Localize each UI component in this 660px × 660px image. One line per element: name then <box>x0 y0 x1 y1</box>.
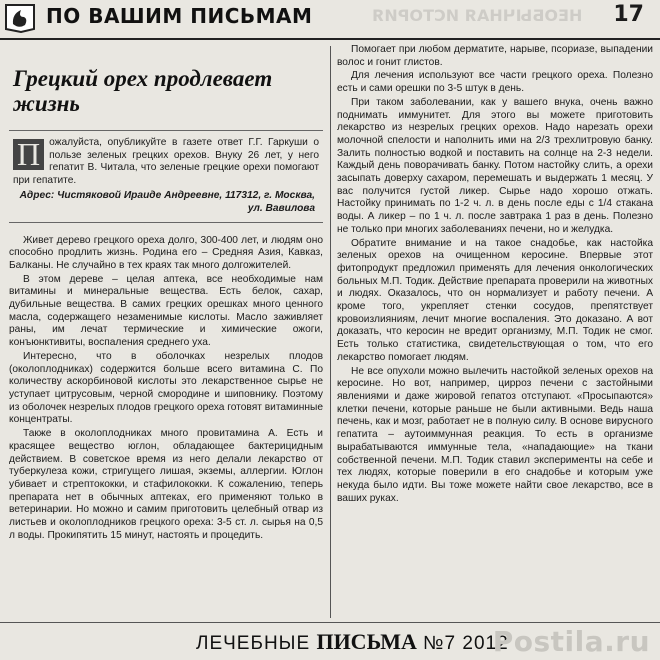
paragraph: Интересно, что в оболочках незрелых плодов (околоплодниках) содержится больше всего витамина С. По количеству аскорбиновой кислоты это лекарственное сырье не уступает цитрусовым, черной смородине и шиповнику. Поэтому из оболочек незрелых плодов грецкого ореха готовят витаминные концентраты. <box>9 350 323 426</box>
paragraph: Помогает при любом дерматите, нарыве, псориазе, выпадении волос и гонит глистов. <box>337 44 653 68</box>
page-footer <box>0 622 660 660</box>
paragraph: При таком заболевании, как у вашего внука, очень важно поднимать иммунитет. Для этого вы можете приготовить лекарство из незрелых грецких орехов. Надо нарезать орехи молочной спелости и наполнить ими на 2/3 трехлитровую банку. Залить полностью водкой и поставить на солнце на 2-3 недели. Каждый день поворачивать банку. Потом настойку слить, а орехи засыпать доверху сахаром, перемешать и выдержать 1 месяц. У вас получится густой ликер. Сырье надо хорошо отжать. Настойку принимать по 1-2 ч. л. в день после еды с 1/4 стакана воды. А ликер – по 1 ч. л. после завтрака 1 раз в день. Полезно не только при многих заболеваниях печени, но и желудка. <box>337 96 653 235</box>
magazine-name <box>196 629 509 655</box>
article-title <box>13 66 323 116</box>
page-header <box>0 0 660 40</box>
letter-body: ожалуйста, опубликуйте в газете ответ Г.Г. Гаркуши о пользе зеленых грецких орехов. Внуку 26 лет, у него гепатит В. Читала, что зеленые грецкие орехи помогают при гепатите. <box>13 137 319 186</box>
rubric-title: ПО ВАШИМ ПИСЬМАМ <box>46 4 313 28</box>
paragraph: Также в околоплодниках много провитамина А. Есть и красящее вещество юглон, обладающее бактерицидным действием. В советское время из него делали лекарство от туберкулеза кожи, стригущего лишая, экземы, аллергии. Юглон убивает и стрептококки, и стафилококки. К сожалению, теперь препарата нет в обычных аптеках, его применяют только в ветеринарии. Но можно и самим приготовить целебный отвар из листьев и околоплодников грецкого ореха: 3-5 ст. л. сырья на 0,5 л воды. Прокипятить 15 минут, настоять и процедить. <box>9 428 323 541</box>
left-body <box>9 235 323 543</box>
paragraph: Для лечения используют все части грецкого ореха. Полезно есть и сами орешки по 3-5 штук в день. <box>337 70 653 95</box>
issue-number: №7 2012 <box>423 633 509 654</box>
left-column <box>9 44 323 543</box>
paragraph: Живет дерево грецкого ореха долго, 300-400 лет, и людям оно способно продлить жизнь. Родина его – Средняя Азия, Кавказ, Балканы. Не случайно в тех краях так много долгожителей. <box>9 234 323 271</box>
right-body <box>337 44 653 505</box>
paragraph: Обратите внимание и на такое снадобье, как настойка зеленых орехов на очищенном керосине. Впервые этот фитопродукт предложил применять для лечения онкологических больных М.П. Тодик. Действие препарата проверили на животных и людях. Оказалось, что он нормализует и работу печени. А кроме того, укрепляет стенки сосудов, препятствует кровоизлияниям, лечит многие воспаления. Это доказано. А вот доказать, что керосин не вредит организму, М.П. Тодик не смог. Есть только статистика, свидетельствующая о том, что его лекарство помогает людям. <box>337 237 653 363</box>
magazine-name-part-2: ПИСЬМА <box>316 629 417 654</box>
paragraph: В этом дереве – целая аптека, все необходимые нам витамины и минеральные вещества. Есть белок, сахар, дубильные вещества. В самих грецких орешках много ценного масла, содержащего незаменимые кислоты. Масло заживляет раны, им лечат термические и химические ожоги, конъюнктивиты, воспаления среднего уха. <box>9 273 323 349</box>
rubric-logo-icon <box>4 3 38 33</box>
paragraph: Не все опухоли можно вылечить настойкой зеленых орехов на керосине. Но вот, например, цирроз печени с застойными явлениями и даже жировой гепатоз отступают. «Просыпаются» клетки печени, которые раньше не были активными. Ведь наша печень, как и мозг, работает не в полную силу. В основе вирусного гепатита – аутоиммунная реакция. То есть в организме вырабатываются иммунные тела, «нападающие» на ткани собственной печени. М.П. Тодик ставил эксперименты на себе и тех людях, которые поверили в его снадобье и которым уже некуда было идти. Вы тоже можете найти свое лекарство, все в ваших руках. <box>337 365 653 504</box>
right-column <box>337 44 653 506</box>
letter-address: Адрес: Чистяковой Ираиде Андреевне, 117312, г. Москва, ул. Вавилова <box>19 190 315 214</box>
magazine-name-part-1: ЛЕЧЕБНЫЕ <box>196 633 311 654</box>
drop-cap: П <box>13 139 44 170</box>
letter-text <box>13 137 319 187</box>
bleed-through-text: НЕОБЫЧНАЯ ИСТОРИЯ <box>372 6 583 25</box>
page-number: 17 <box>613 2 644 27</box>
watermark: Postila.ru <box>492 625 650 658</box>
article-title-line-2: жизнь <box>13 91 80 116</box>
article-title-line-1: Грецкий орех продлевает <box>13 66 273 91</box>
reader-letter <box>9 130 323 223</box>
column-divider <box>330 46 331 618</box>
